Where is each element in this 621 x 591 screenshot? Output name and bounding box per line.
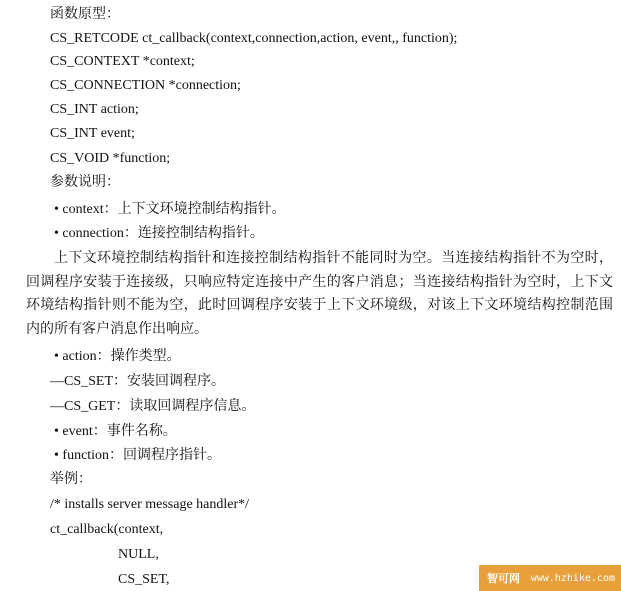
param-connection: • connection：连接控制结构指针。 <box>54 226 264 241</box>
prototype-line: CS_VOID *function; <box>50 151 171 166</box>
param-context: • context：上下文环境控制结构指针。 <box>54 202 286 217</box>
param-event: • event：事件名称。 <box>54 424 177 439</box>
action-set: —CS_SET：安装回调程序。 <box>50 374 226 389</box>
heading-prototype: 函数原型： <box>50 7 120 22</box>
heading-params: 参数说明： <box>50 175 120 190</box>
example-line: /* installs server message handler*/ <box>50 497 250 512</box>
prototype-line: CS_RETCODE ct_callback(context,connection,action, event,, function); <box>50 31 458 46</box>
action-get: —CS_GET：读取回调程序信息。 <box>50 399 256 414</box>
watermark-url: www.hzhike.com <box>530 572 615 584</box>
prototype-line: CS_INT action; <box>50 102 139 117</box>
example-line: ct_callback(context, <box>50 522 164 537</box>
prototype-line: CS_CONNECTION *connection; <box>50 78 241 93</box>
prototype-line: CS_CONTEXT *context; <box>50 54 195 69</box>
example-line: CS_SET, <box>118 572 170 587</box>
param-function: • function：回调程序指针。 <box>54 448 222 463</box>
example-line: NULL, <box>118 547 159 562</box>
site-watermark <box>479 565 621 591</box>
prototype-line: CS_INT event; <box>50 126 135 141</box>
heading-example: 举例： <box>50 472 92 487</box>
watermark-name: 智可网 <box>487 572 520 585</box>
description-paragraph: 上下文环境控制结构指针和连接控制结构指针不能同时为空。当连接结构指针不为空时，回调程序安装于连接级，只响应特定连接中产生的客户消息；当连接结构指针为空时，上下文环境结构指针则不能为空，此时回调程序安装于上下文环境级，对该上下文环境结构控制范围内的所有客户消息作出响应。 <box>26 251 613 337</box>
param-action: • action：操作类型。 <box>54 349 181 364</box>
